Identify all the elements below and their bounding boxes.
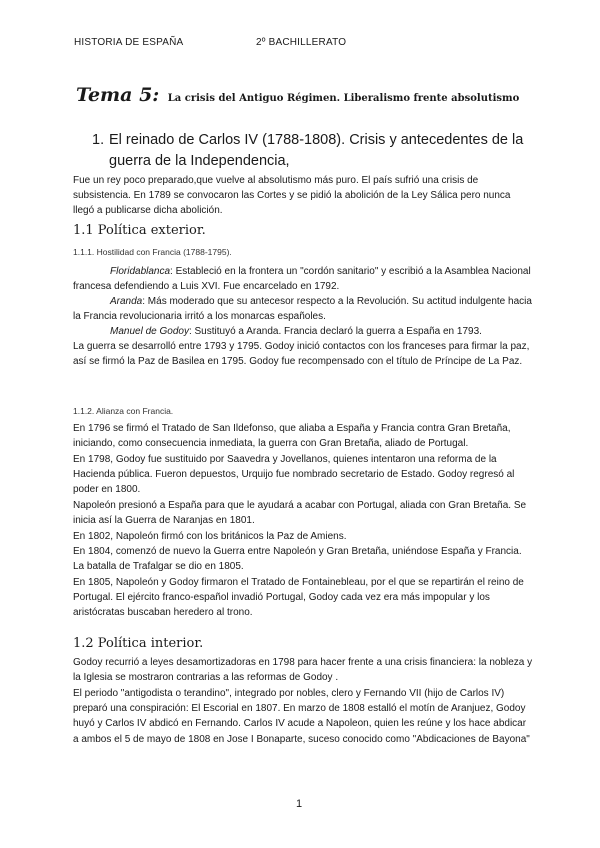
paragraph-war: La guerra se desarrolló entre 1793 y 1795. Godoy inició contactos con los franceses para firmar la paz, así se firmó la Paz de Basilea en 1795. Godoy fue recompensado con el título de Príncipe de La Paz. — [73, 341, 530, 368]
header-course: 2º BACHILLERATO — [256, 37, 347, 48]
section-1-heading — [92, 130, 532, 172]
paragraph-alliance-4: En 1802, Napoleón firmó con los británicos la Paz de Amiens. — [73, 531, 347, 542]
name-floridablanca: Floridablanca — [110, 266, 171, 277]
paragraph-interior-1: Godoy recurrió a leyes desamortizadoras en 1798 para hacer frente a una crisis financiera: la nobleza y la Iglesia se mostraron contrarias a las reformas de Godoy . — [73, 657, 533, 684]
paragraph-interior-2: El periodo "antigodista o terandino", integrado por nobles, clero y Fernando VII (hijo de Carlos IV) preparó una conspiración: El Escorial en 1807. En marzo de 1808 estalló el motín de Aranjuez, Godoy huyó y Carlos IV abdicó en Fernando. Carlos IV acude a Napoleon, quien les reúne y los hace abdicar a ambos el 5 de mayo de 1808 en Jose I Bonaparte, suceso conocido como "Abdicaciones de Bayona" — [73, 688, 530, 745]
text-godoy: : Sustituyó a Aranda. Francia declaró la guerra a España en 1793. — [188, 326, 482, 337]
heading-1-1-1: 1.1.1. Hostilidad con Francia (1788-1795). — [73, 247, 232, 257]
section-1-intro: Fue un rey poco preparado,que vuelve al absolutismo más puro. El país sufrió una crisis de subsistencia. En 1789 se convocaron las Cortes y se pidió la abolición de la Ley Sálica pero nunca llegó a publicarse dicha abolición. — [73, 175, 511, 217]
page-number: 1 — [296, 798, 303, 810]
paragraph-alliance-1: En 1796 se firmó el Tratado de San Ildefonso, que aliaba a España y Francia contra Gran Bretaña, iniciando, como consecuencia inmediata, la guerra con Gran Bretaña, aliado de Portugal. — [73, 423, 511, 450]
paragraph-alliance-5: En 1804, comenzó de nuevo la Guerra entre Napoleón y Gran Bretaña, uniéndose España y Francia. La batalla de Trafalgar se dio en 1805. — [73, 546, 522, 573]
paragraph-alliance-6: En 1805, Napoleón y Godoy firmaron el Tratado de Fontainebleau, por el que se repartirán el reino de Portugal. El ejército franco-español invadió Portugal, Godoy cada vez era más impopular y los aristócratas buscaban heredero al trono. — [73, 577, 524, 619]
section-1-number: 1. — [92, 132, 105, 148]
tema-subtitle: La crisis del Antiguo Régimen. Liberalismo frente absolutismo — [167, 93, 520, 104]
paragraph-alliance-3: Napoleón presionó a España para que le ayudará a acabar con Portugal, aliada con Gran Bretaña. Se inicia así la Guerra de Naranjas en 1801. — [73, 500, 527, 527]
heading-1-1-2: 1.1.2. Alianza con Francia. — [73, 406, 174, 416]
paragraph-aranda — [73, 294, 533, 324]
section-1-heading-text: El reinado de Carlos IV (1788-1808). Crisis y antecedentes de la guerra de la Independencia, — [109, 132, 524, 169]
text-aranda: : Más moderado que su antecesor respecto a la Revolución. Su actitud indulgente hacia la Francia revolucionaria irritó a los monarcas españoles. — [73, 296, 532, 323]
paragraph-alliance-2: En 1798, Godoy fue sustituido por Saavedra y Jovellanos, quienes intentaron una reforma de la Hacienda pública. Fueron depuestos, Urquijo fue nombrado secretario de Estado. Godoy regresó al poder en 1800. — [73, 454, 515, 496]
name-godoy: Manuel de Godoy — [110, 326, 189, 337]
heading-1-2: 1.2 Política interior. — [73, 636, 204, 651]
tema-label: Tema 5: — [76, 84, 160, 106]
name-aranda: Aranda — [110, 296, 143, 307]
paragraph-godoy — [73, 324, 533, 339]
text-floridablanca: : Estableció en la frontera un "cordón sanitario" y escribió a la Asamblea Nacional francesa defendiendo a Luis XVI. Fue encarcelado en 1792. — [73, 266, 531, 293]
header-subject: HISTORIA DE ESPAÑA — [74, 37, 184, 48]
paragraph-floridablanca — [73, 264, 533, 294]
document-title — [76, 84, 519, 106]
heading-1-1: 1.1 Política exterior. — [73, 223, 206, 238]
